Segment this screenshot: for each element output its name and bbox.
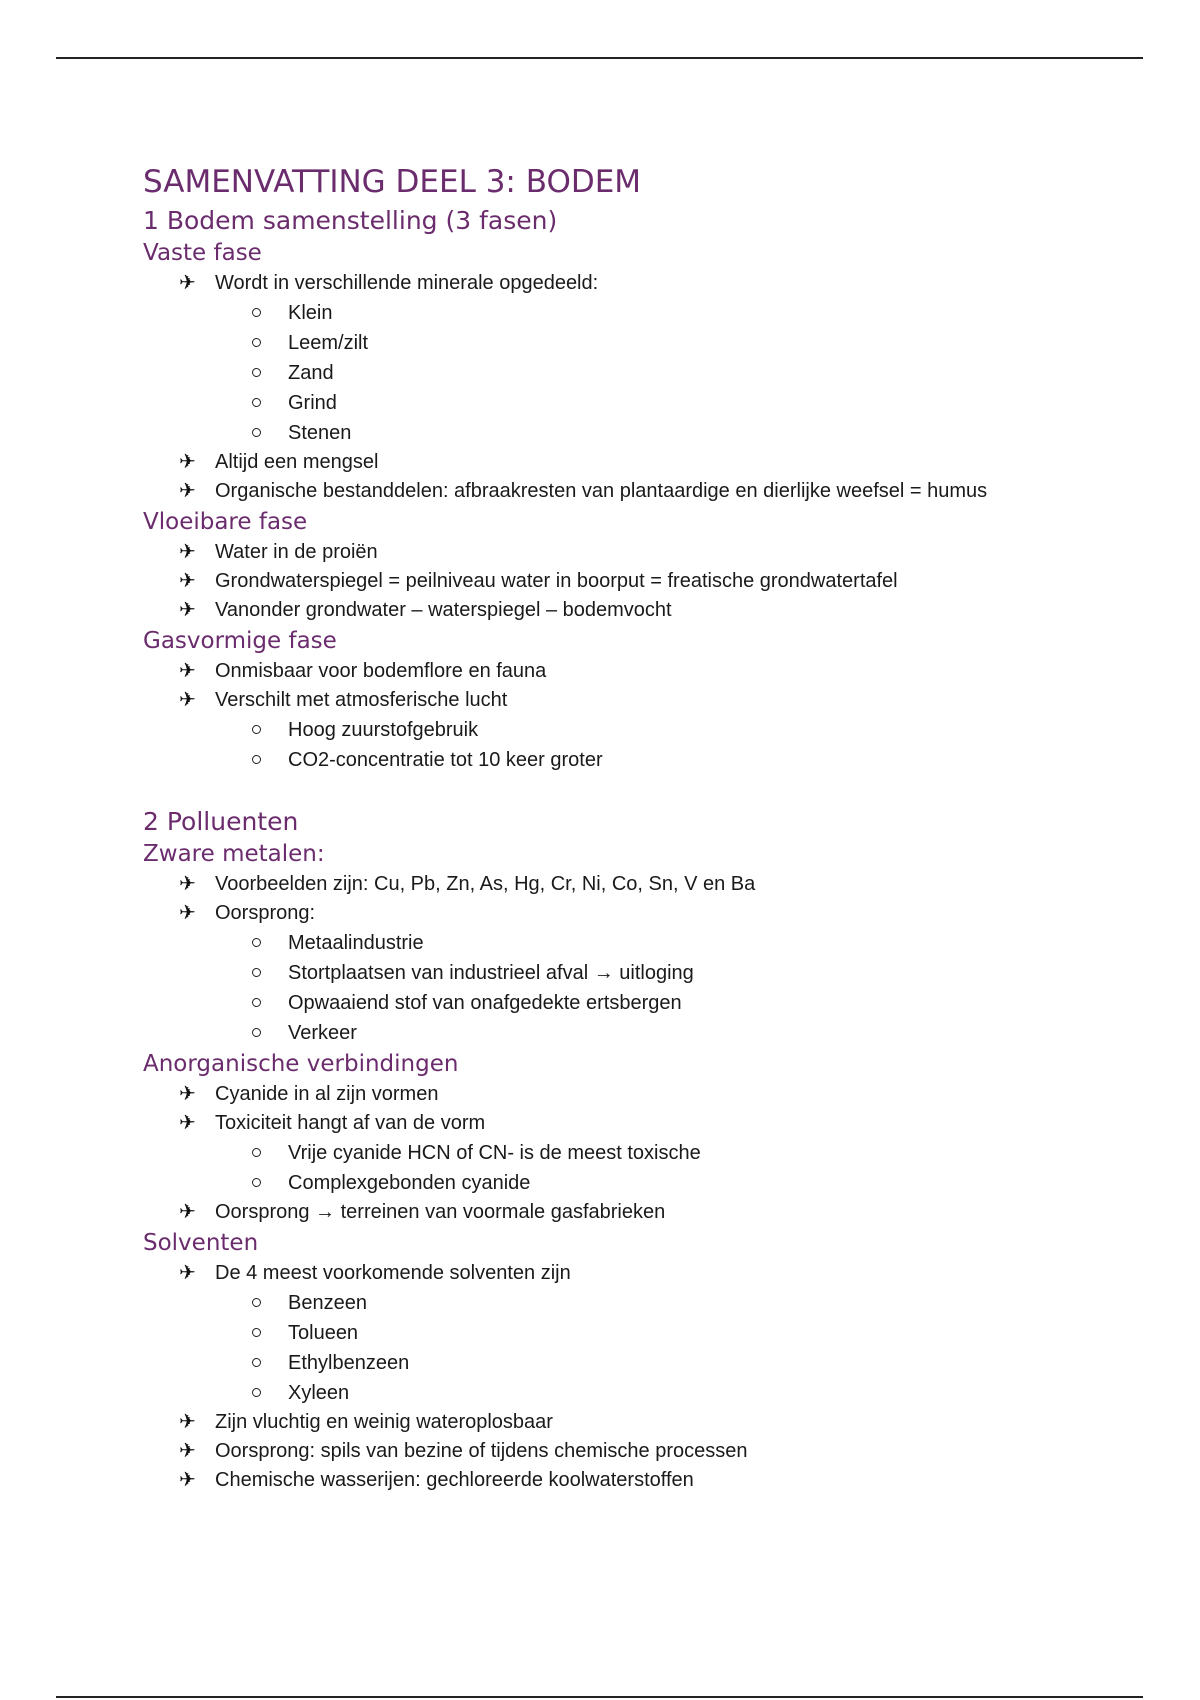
sub-list-item	[288, 1138, 1063, 1168]
airplane-bullet-icon: ✈	[179, 1262, 196, 1284]
list-item	[179, 1466, 1063, 1495]
sub-list-item	[288, 1378, 1063, 1408]
list-item	[179, 870, 1063, 899]
sub-list-item-text: Complexgebonden cyanide	[288, 1172, 531, 1194]
subsection-heading: Vaste fase	[143, 240, 262, 266]
airplane-bullet-icon: ✈	[179, 272, 196, 294]
subsection-heading: Zware metalen:	[143, 841, 325, 867]
airplane-bullet-icon: ✈	[179, 873, 196, 895]
list-item	[179, 596, 1063, 625]
sub-list-item-text: Vrije cyanide HCN of CN- is de meest toxische	[288, 1142, 701, 1164]
list-item	[179, 448, 1063, 477]
list-item	[179, 657, 1063, 686]
list-item	[179, 686, 1063, 775]
airplane-bullet-icon: ✈	[179, 1201, 196, 1223]
bullet-list	[143, 538, 1063, 625]
circle-bullet-icon	[252, 1178, 261, 1187]
circle-bullet-icon	[252, 338, 261, 347]
circle-bullet-icon	[252, 1148, 261, 1157]
bottom-rule	[56, 1696, 1143, 1698]
sub-list-item	[288, 418, 1063, 448]
top-rule	[56, 57, 1143, 59]
list-item-text: Verschilt met atmosferische lucht	[215, 689, 508, 711]
sub-list-item-text: Leem/zilt	[288, 332, 369, 354]
sub-list-item-text: Stenen	[288, 422, 352, 444]
sub-list-item-text: Stortplaatsen van industrieel afval → uitloging	[288, 962, 694, 984]
list-item	[179, 1259, 1063, 1408]
list-item	[179, 1109, 1063, 1198]
sub-list-item-text: Grind	[288, 392, 337, 414]
sub-list-item	[288, 1318, 1063, 1348]
document-body	[143, 160, 1063, 1495]
bullet-list	[143, 269, 1063, 506]
section-spacer	[143, 775, 1063, 805]
sub-list-item	[288, 328, 1063, 358]
sub-list-item	[288, 358, 1063, 388]
airplane-bullet-icon: ✈	[179, 1411, 196, 1433]
sub-list-item	[288, 928, 1063, 958]
sub-list	[215, 928, 1063, 1048]
sub-list	[215, 1138, 1063, 1198]
sub-list-item	[288, 388, 1063, 418]
list-item-text: Voorbeelden zijn: Cu, Pb, Zn, As, Hg, Cr, Ni, Co, Sn, V en Ba	[215, 873, 756, 895]
airplane-bullet-icon: ✈	[179, 451, 196, 473]
circle-bullet-icon	[252, 368, 261, 377]
sub-list-item	[288, 1288, 1063, 1318]
list-item-text: De 4 meest voorkomende solventen zijn	[215, 1262, 571, 1284]
circle-bullet-icon	[252, 308, 261, 317]
circle-bullet-icon	[252, 755, 261, 764]
airplane-bullet-icon: ✈	[179, 660, 196, 682]
list-item-text: Onmisbaar voor bodemflore en fauna	[215, 660, 547, 682]
list-item-text: Zijn vluchtig en weinig wateroplosbaar	[215, 1411, 553, 1433]
sub-list-item	[288, 1018, 1063, 1048]
sub-list-item	[288, 1348, 1063, 1378]
section-heading: 1 Bodem samenstelling (3 fasen)	[143, 206, 558, 235]
airplane-bullet-icon: ✈	[179, 1440, 196, 1462]
sub-list-item-text: Ethylbenzeen	[288, 1352, 410, 1374]
airplane-bullet-icon: ✈	[179, 902, 196, 924]
sub-list-item	[288, 298, 1063, 328]
airplane-bullet-icon: ✈	[179, 570, 196, 592]
sub-list-item-text: Verkeer	[288, 1022, 357, 1044]
circle-bullet-icon	[252, 968, 261, 977]
bullet-list	[143, 657, 1063, 775]
circle-bullet-icon	[252, 428, 261, 437]
sub-list	[215, 1288, 1063, 1408]
list-item	[179, 538, 1063, 567]
sub-list-item	[288, 715, 1063, 745]
bullet-list	[143, 1259, 1063, 1495]
list-item-text: Grondwaterspiegel = peilniveau water in boorput = freatische grondwatertafel	[215, 570, 898, 592]
airplane-bullet-icon: ✈	[179, 689, 196, 711]
list-item	[179, 567, 1063, 596]
list-item-text: Water in de proiën	[215, 541, 378, 563]
sub-list-item	[288, 988, 1063, 1018]
sub-list	[215, 298, 1063, 448]
list-item	[179, 1408, 1063, 1437]
list-item-text: Chemische wasserijen: gechloreerde koolwaterstoffen	[215, 1469, 694, 1491]
sub-list-item-text: CO2-concentratie tot 10 keer groter	[288, 749, 603, 771]
list-item-text: Oorsprong:	[215, 902, 316, 924]
subsection-heading: Solventen	[143, 1230, 259, 1256]
airplane-bullet-icon: ✈	[179, 1112, 196, 1134]
airplane-bullet-icon: ✈	[179, 1083, 196, 1105]
airplane-bullet-icon: ✈	[179, 480, 196, 502]
bullet-list	[143, 1080, 1063, 1227]
airplane-bullet-icon: ✈	[179, 599, 196, 621]
bullet-list	[143, 870, 1063, 1048]
list-item-text: Altijd een mengsel	[215, 451, 379, 473]
list-item-text: Vanonder grondwater – waterspiegel – bodemvocht	[215, 599, 672, 621]
airplane-bullet-icon: ✈	[179, 1469, 196, 1491]
circle-bullet-icon	[252, 725, 261, 734]
list-item	[179, 1080, 1063, 1109]
sub-list-item-text: Tolueen	[288, 1322, 359, 1344]
sub-list-item-text: Metaalindustrie	[288, 932, 424, 954]
sub-list-item	[288, 1168, 1063, 1198]
subsection-heading: Anorganische verbindingen	[143, 1051, 459, 1077]
airplane-bullet-icon: ✈	[179, 541, 196, 563]
sub-list-item-text: Klein	[288, 302, 333, 324]
circle-bullet-icon	[252, 1388, 261, 1397]
list-item-text: Wordt in verschillende minerale opgedeeld:	[215, 272, 599, 294]
circle-bullet-icon	[252, 1328, 261, 1337]
list-item-text: Toxiciteit hangt af van de vorm	[215, 1112, 486, 1134]
sub-list-item-text: Zand	[288, 362, 334, 384]
list-item-text: Oorsprong → terreinen van voormale gasfabrieken	[215, 1201, 666, 1223]
circle-bullet-icon	[252, 398, 261, 407]
subsection-heading: Vloeibare fase	[143, 509, 308, 535]
sub-list-item-text: Opwaaiend stof van onafgedekte ertsbergen	[288, 992, 682, 1014]
list-item	[179, 899, 1063, 1048]
list-item	[179, 1437, 1063, 1466]
list-item	[179, 1198, 1063, 1227]
circle-bullet-icon	[252, 938, 261, 947]
circle-bullet-icon	[252, 998, 261, 1007]
sub-list	[215, 715, 1063, 775]
list-item	[179, 477, 1063, 506]
document-title: SAMENVATTING DEEL 3: BODEM	[143, 164, 642, 200]
sub-list-item	[288, 745, 1063, 775]
circle-bullet-icon	[252, 1358, 261, 1367]
sub-list-item-text: Xyleen	[288, 1382, 350, 1404]
list-item-text: Organische bestanddelen: afbraakresten van plantaardige en dierlijke weefsel = humus	[215, 480, 988, 502]
sub-list-item	[288, 958, 1063, 988]
list-item-text: Oorsprong: spils van bezine of tijdens chemische processen	[215, 1440, 748, 1462]
section-heading: 2 Polluenten	[143, 807, 299, 836]
list-item-text: Cyanide in al zijn vormen	[215, 1083, 439, 1105]
circle-bullet-icon	[252, 1298, 261, 1307]
subsection-heading: Gasvormige fase	[143, 628, 337, 654]
sub-list-item-text: Hoog zuurstofgebruik	[288, 719, 479, 741]
list-item	[179, 269, 1063, 448]
sub-list-item-text: Benzeen	[288, 1292, 367, 1314]
circle-bullet-icon	[252, 1028, 261, 1037]
